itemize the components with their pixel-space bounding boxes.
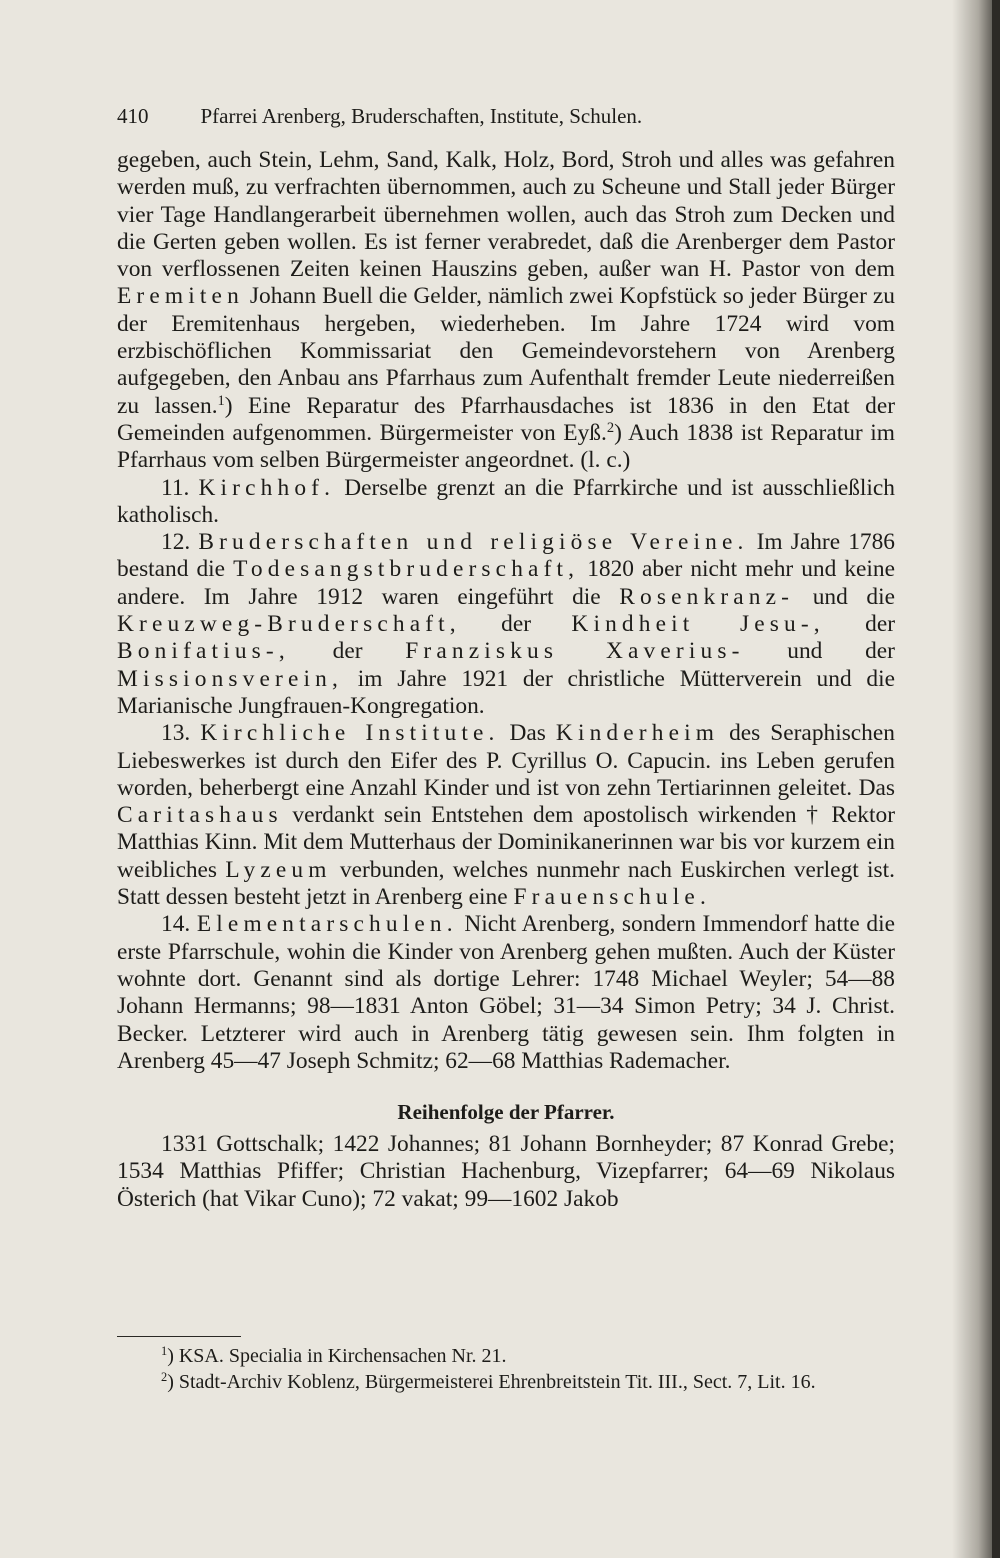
section-number: 11. <box>161 474 190 501</box>
section-number: 14. <box>161 911 191 938</box>
text-run: gegeben, auch Stein, Lehm, Sand, Kalk, Holz, Bord, Stroh und alles was gefahren werden muß, zu verfrachten übernommen, auch zu Scheune und Stall jeder Bürger vier Tage Handlangerarbeit übernehmen wollen, auch das Stroh zum Decken und die Gerten geben wollen. Es ist ferner verabredet, daß die Arenberger dem Pastor von verflossenen Zeiten keinen Hauszins geben, außer wan H. Pastor von dem <box>117 147 895 283</box>
spaced-emphasis: Eremiten <box>117 283 244 310</box>
footnote-text: ) Stadt-Archiv Koblenz, Bürgermeisterei Ehrenbreitstein Tit. III., Sect. 7, Lit. 16. <box>167 1371 816 1393</box>
page-edge <box>992 0 1000 1558</box>
text-run: 1820 aber nicht mehr und keine andere. Im Jahre 1912 waren eingeführt die <box>117 556 895 610</box>
section-number: 13. <box>161 720 191 747</box>
section-11-kirchhof <box>117 475 895 530</box>
spaced-emphasis: Caritashaus <box>117 802 283 829</box>
text-run: und der <box>787 638 895 665</box>
footnote-2 <box>117 1369 895 1395</box>
spaced-emphasis: Franziskus Xaverius- <box>405 638 745 665</box>
section-title: Bruderschaften und religiöse Vereine. <box>198 529 749 556</box>
spaced-emphasis: Todesangstbruderschaft, <box>233 556 580 583</box>
paragraph-continuation <box>117 147 895 475</box>
footnote-mark: 2 <box>161 1370 168 1385</box>
text-run: und die <box>812 583 895 610</box>
footnote-divider <box>117 1336 241 1337</box>
text-run: der <box>332 638 363 665</box>
spaced-emphasis: Frauenschule. <box>513 884 711 911</box>
spaced-emphasis: Kreuzweg-Bruderschaft, <box>117 611 461 638</box>
text-run: ) Auch 1838 ist Reparatur im Pfarrhaus vom selben Bürgermeister angeordnet. (l. c.) <box>117 419 895 474</box>
text-run: verdankt sein Entstehen dem apostolisch wirkenden † Rektor Matthias Kinn. Mit dem Mutterhaus der Dominikanerinnen war bis vor kurzem ein weibliches <box>117 802 895 883</box>
section-title: Kirchliche Institute. <box>200 720 500 747</box>
text-run: im Jahre 1921 der christliche Mütterverein und die Marianische Jungfrauen-Kongregation. <box>117 665 895 719</box>
pastors-heading: Reihenfolge der Pfarrer. <box>397 1100 615 1125</box>
running-title: Pfarrei Arenberg, Bruderschaften, Institute, Schulen. <box>200 104 643 128</box>
spaced-emphasis: Bonifatius-, <box>117 638 290 665</box>
section-14-elementarschulen <box>117 911 895 1075</box>
footnote-reference: 1 <box>217 392 225 409</box>
text-run: der <box>865 611 895 638</box>
section-12-bruderschaften <box>117 529 895 720</box>
page-number: 410 <box>117 104 149 128</box>
text-run: Johann Buell die Gelder, nämlich zwei Kopfstück so jeder Bürger zu der Eremitenhaus hergeben, wiederheben. Im Jahre 1724 wird vom erzbischöflichen Kommissariat den Gemeindevorstehern von Arenberg aufgegeben, den Anbau ans Pfarrhaus zum Aufenthalt fremder Leute niederreißen zu lassen. <box>117 283 895 419</box>
text-run: Das <box>509 720 546 747</box>
text-run: der <box>501 611 532 638</box>
spaced-emphasis: Lyzeum <box>225 856 332 883</box>
text-run: Nicht Arenberg, sondern Immendorf hatte die erste Pfarrschule, wohin die Kinder von Arenberg gehen mußten. Auch der Küster wohnte dort. Genannt sind als dortige Lehrer: 1748 Michael Weyler; 54—88 Johann Hermanns; 98—1831 Anton Göbel; 31—34 Simon Petry; 34 J. Christ. Becker. Letzterer wird auch in Arenberg tätig gewesen sein. Ihm folgten in Arenberg 45—47 Joseph Schmitz; 62—68 Matthias Rademacher. <box>117 911 895 1074</box>
text-run: Derselbe grenzt an die Pfarrkirche und ist ausschließlich katholisch. <box>117 474 895 528</box>
text-run: ) Eine Reparatur des Pfarrhausdaches ist 1836 in den Etat der Gemeinden aufgenommen. Bürgermeister von Eyß. <box>117 392 895 446</box>
section-title: Kirchhof. <box>198 474 336 501</box>
footnote-1 <box>117 1343 895 1369</box>
section-number: 12. <box>161 529 191 556</box>
footnotes <box>117 1343 895 1395</box>
footnote-mark: 1 <box>161 1344 168 1359</box>
footnote-text: ) KSA. Specialia in Kirchensachen Nr. 21. <box>167 1345 507 1367</box>
section-13-institute <box>117 720 895 911</box>
section-title: Elementarschulen. <box>196 911 458 938</box>
pastors-list: 1331 Gottschalk; 1422 Johannes; 81 Johann Bornheyder; 87 Konrad Grebe; 1534 Matthias Pfiffer; Christian Hachenburg, Vizepfarrer; 64—69 Nikolaus Österich (hat Vikar Cuno); 72 vakat; 99—1602 Jakob <box>117 1131 895 1212</box>
spaced-emphasis: Kindheit Jesu-, <box>571 611 825 638</box>
spaced-emphasis: Kinderheim <box>555 720 720 747</box>
spaced-emphasis: Rosenkranz- <box>619 583 795 610</box>
body-text <box>117 147 895 1213</box>
spaced-emphasis: Missionsverein, <box>117 665 344 692</box>
text-run: Im Jahre 1786 bestand die <box>117 529 895 583</box>
text-run: verbunden, welches nunmehr nach Euskirchen verlegt ist. Statt dessen besteht jetzt in Arenberg eine <box>117 856 896 911</box>
footnote-reference: 2 <box>606 420 615 436</box>
text-run: des Seraphischen Liebeswerkes ist durch den Eifer des P. Cyrillus O. Capucin. ins Leben gerufen worden, beherbergt eine Anzahl Kinder und ist von zehn Tertiarinnen geleitet. Das <box>117 720 895 801</box>
running-header <box>117 101 837 131</box>
